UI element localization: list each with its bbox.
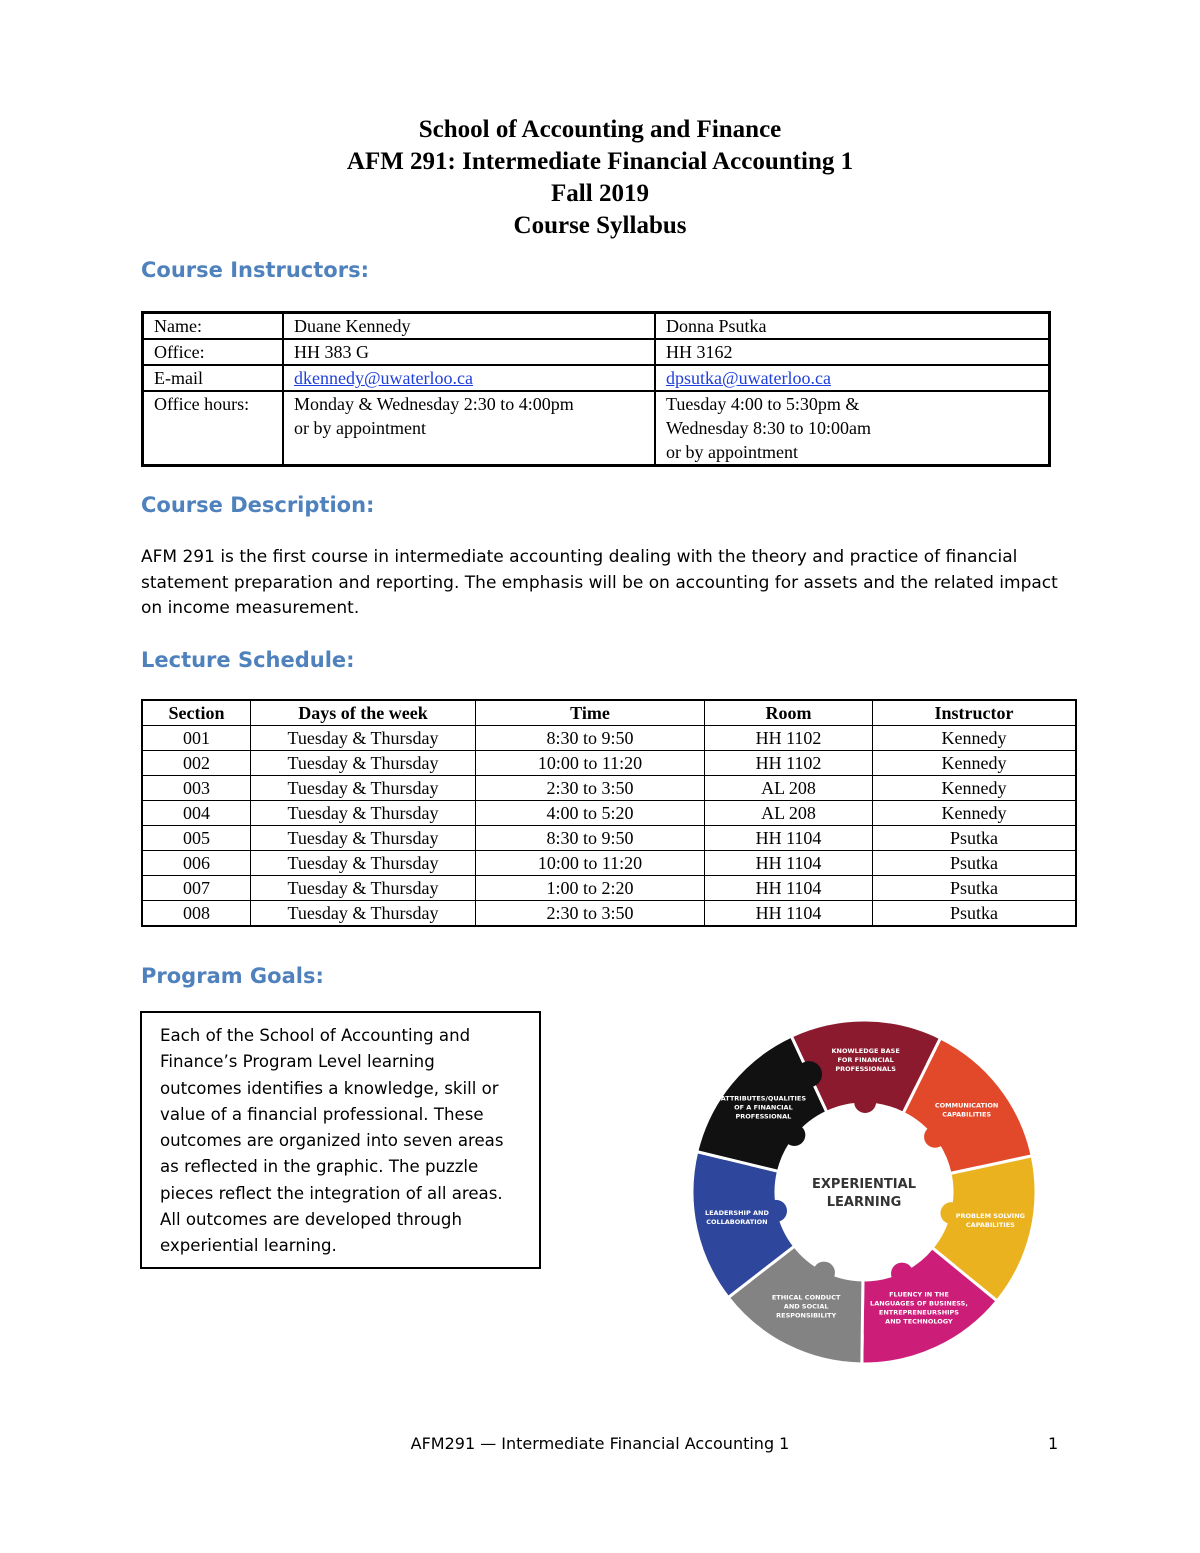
column-header: Time	[476, 700, 705, 726]
goals-heading: Program Goals:	[141, 964, 324, 988]
column-header: Room	[705, 700, 873, 726]
table-cell: Tuesday & Thursday	[251, 851, 476, 876]
table-cell: HH 1102	[705, 751, 873, 776]
table-header-row	[142, 700, 1076, 726]
title-block	[0, 114, 1200, 242]
table-cell: 007	[142, 876, 251, 901]
table-cell: 006	[142, 851, 251, 876]
instructor-1-email-link[interactable]: dkennedy@uwaterloo.ca	[294, 368, 474, 388]
puzzle-knob	[924, 1126, 946, 1148]
table-cell: Kennedy	[873, 751, 1077, 776]
table-row	[142, 851, 1076, 876]
table-cell: 2:30 to 3:50	[476, 901, 705, 927]
table-cell: Tuesday & Thursday	[251, 876, 476, 901]
table-cell: 8:30 to 9:50	[476, 726, 705, 751]
table-cell: Kennedy	[873, 801, 1077, 826]
table-cell: 1:00 to 2:20	[476, 876, 705, 901]
table-cell: Kennedy	[873, 726, 1077, 751]
goals-line: Finance’s Program Level learning	[160, 1052, 435, 1072]
table-cell: 001	[142, 726, 251, 751]
page-number: 1	[1048, 1434, 1059, 1453]
schedule-heading: Lecture Schedule:	[141, 648, 355, 672]
table-cell: 008	[142, 901, 251, 927]
goals-line: value of a financial professional. These	[160, 1104, 484, 1124]
table-cell: HH 1104	[705, 901, 873, 927]
schedule-body	[142, 726, 1076, 927]
office-hours-line: Tuesday 4:00 to 5:30pm &	[666, 394, 860, 414]
instructor-2-office-hours	[655, 391, 1050, 466]
table-row	[142, 876, 1076, 901]
goals-line: as reflected in the graphic. The puzzle	[160, 1157, 479, 1177]
table-row	[143, 339, 1050, 365]
table-cell: HH 1104	[705, 876, 873, 901]
goals-line: Each of the School of Accounting and	[160, 1026, 471, 1045]
row-label: Name:	[143, 313, 284, 340]
row-label: Office hours:	[143, 391, 284, 466]
instructor-2-email-link[interactable]: dpsutka@uwaterloo.ca	[666, 368, 832, 388]
goals-line: outcomes identifies a knowledge, skill or	[160, 1078, 499, 1098]
school-name: School of Accounting and Finance	[418, 116, 782, 143]
puzzle-piece-label: LEADERSHIP AND COLLABORATION	[704, 1208, 769, 1226]
table-row	[142, 901, 1076, 927]
puzzle-piece-label: ETHICAL CONDUCT AND SOCIAL RESPONSIBILITY	[771, 1293, 841, 1320]
table-cell: Kennedy	[873, 776, 1077, 801]
instructor-2-office: HH 3162	[655, 339, 1050, 365]
puzzle-piece-label: KNOWLEDGE BASE FOR FINANCIAL PROFESSIONALS	[831, 1047, 900, 1074]
table-row	[142, 776, 1076, 801]
puzzle-piece-label: COMMUNICATION CAPABILITIES	[934, 1101, 999, 1119]
program-goals-puzzle-graphic	[672, 1000, 1056, 1384]
instructor-1-office: HH 383 G	[283, 339, 655, 365]
puzzle-piece-label: FLUENCY IN THE LANGUAGES OF BUSINESS, ENTREPRENEURSHIPS AND TECHNOLOGY	[870, 1290, 968, 1326]
center-label: LEARNING	[826, 1195, 902, 1210]
table-cell: Tuesday & Thursday	[251, 726, 476, 751]
table-row	[142, 751, 1076, 776]
office-hours-line: Wednesday 8:30 to 10:00am	[666, 418, 872, 438]
column-header: Section	[142, 700, 251, 726]
description-line: statement preparation and reporting. The emphasis will be on accounting for assets and the related impact	[141, 572, 1058, 593]
schedule-table	[141, 699, 1077, 927]
table-row	[143, 313, 1050, 340]
table-row	[142, 726, 1076, 751]
office-hours-line: or by appointment	[666, 442, 798, 462]
instructors-heading: Course Instructors:	[141, 258, 369, 282]
table-cell: 002	[142, 751, 251, 776]
table-row	[142, 826, 1076, 851]
row-label: E-mail	[143, 365, 284, 391]
table-cell: 004	[142, 801, 251, 826]
goals-line: All outcomes are developed through	[160, 1210, 462, 1230]
table-cell: 2:30 to 3:50	[476, 776, 705, 801]
table-cell: Tuesday & Thursday	[251, 776, 476, 801]
instructor-1-office-hours	[283, 391, 655, 466]
table-cell: Tuesday & Thursday	[251, 826, 476, 851]
table-cell: Psutka	[873, 826, 1077, 851]
table-cell: Tuesday & Thursday	[251, 801, 476, 826]
goals-line: pieces reflect the integration of all areas.	[160, 1183, 503, 1203]
description-line: on income measurement.	[141, 598, 360, 618]
table-cell: 003	[142, 776, 251, 801]
puzzle-piece-label: ATTRIBUTES/QUALITIES OF A FINANCIAL PROFESSIONAL	[720, 1094, 807, 1121]
table-cell: 10:00 to 11:20	[476, 851, 705, 876]
description-line: AFM 291 is the first course in intermediate accounting dealing with the theory and practice of financial	[141, 547, 1018, 567]
puzzle-knob	[891, 1263, 913, 1285]
table-cell: 4:00 to 5:20	[476, 801, 705, 826]
table-row	[143, 365, 1050, 391]
puzzle-knob	[813, 1262, 835, 1284]
table-row	[142, 801, 1076, 826]
puzzle-knob	[796, 1061, 822, 1087]
table-cell: 8:30 to 9:50	[476, 826, 705, 851]
table-row	[143, 391, 1050, 466]
goals-text-box	[140, 1011, 541, 1269]
puzzle-knob	[854, 1091, 876, 1113]
goals-line: outcomes are organized into seven areas	[160, 1131, 504, 1151]
table-cell: 10:00 to 11:20	[476, 751, 705, 776]
instructors-table	[141, 311, 1051, 467]
row-label: Office:	[143, 339, 284, 365]
term: Fall 2019	[551, 180, 649, 207]
table-cell: 005	[142, 826, 251, 851]
puzzle-piece-label: PROBLEM SOLVING CAPABILITIES	[955, 1212, 1025, 1230]
column-header: Days of the week	[251, 700, 476, 726]
table-cell: HH 1104	[705, 826, 873, 851]
table-cell: Psutka	[873, 901, 1077, 927]
goals-line: experiential learning.	[160, 1236, 337, 1256]
table-cell: Psutka	[873, 876, 1077, 901]
instructor-1-name: Duane Kennedy	[283, 313, 655, 340]
table-cell: HH 1104	[705, 851, 873, 876]
instructor-2-name: Donna Psutka	[655, 313, 1050, 340]
page-footer: AFM291 — Intermediate Financial Accounting 1	[410, 1434, 790, 1453]
table-cell: Tuesday & Thursday	[251, 751, 476, 776]
document-type: Course Syllabus	[513, 212, 687, 239]
office-hours-line: Monday & Wednesday 2:30 to 4:00pm	[294, 394, 574, 414]
table-cell: AL 208	[705, 776, 873, 801]
table-cell: Psutka	[873, 851, 1077, 876]
description-heading: Course Description:	[141, 493, 375, 517]
table-cell: HH 1102	[705, 726, 873, 751]
table-cell: AL 208	[705, 801, 873, 826]
office-hours-line: or by appointment	[294, 418, 426, 438]
puzzle-knob	[783, 1124, 805, 1146]
course-title: AFM 291: Intermediate Financial Accounting 1	[346, 148, 854, 175]
column-header: Instructor	[873, 700, 1077, 726]
description-text	[141, 545, 1071, 622]
table-cell: Tuesday & Thursday	[251, 901, 476, 927]
center-label: EXPERIENTIAL	[812, 1177, 916, 1192]
